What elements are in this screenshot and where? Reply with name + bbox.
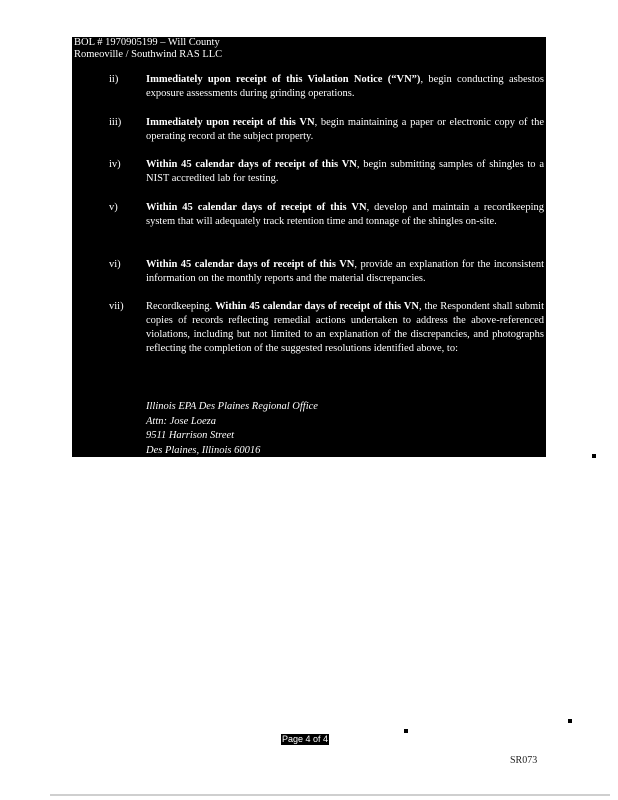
- item-number: ii): [109, 74, 119, 85]
- item-rest: , begin submitting samples of shingles to a NIST accredited lab for testing.: [146, 159, 544, 184]
- item-deadline: Within 45 calendar days of receipt of this VN: [215, 301, 419, 312]
- item-text: [146, 73, 544, 101]
- bottom-edge-rule: [50, 794, 610, 796]
- item-text: [146, 258, 544, 286]
- item-rest: , develop and maintain a recordkeeping system that will adequately track retention time and tonnage of the shingles on-site.: [146, 202, 544, 227]
- item-rest: , begin maintaining a paper or electronic copy of the operating record at the subject property.: [146, 117, 544, 142]
- item-text: [146, 158, 544, 186]
- bates-number: SR073: [510, 755, 538, 766]
- item-text: [146, 300, 544, 356]
- item-number: iv): [109, 159, 121, 170]
- header-line-2: Romeoville / Southwind RAS LLC: [74, 49, 223, 60]
- item-deadline: Within 45 calendar days of receipt of this VN: [146, 159, 357, 170]
- item-number: iii): [109, 117, 122, 128]
- item-deadline: Immediately upon receipt of this Violation Notice (“VN”): [146, 74, 421, 85]
- address-line-4: Des Plaines, Illinois 60016: [146, 444, 261, 456]
- item-number: vi): [109, 259, 121, 270]
- scan-speck: [404, 729, 408, 733]
- item-text: [146, 201, 544, 229]
- address-line-2: Attn: Jose Loeza: [146, 415, 216, 427]
- item-rest: , provide an explanation for the inconsistent information on the monthly reports and the material discrepancies.: [146, 259, 544, 284]
- page-number-label: Page 4 of 4: [282, 734, 329, 744]
- scan-speck: [568, 719, 572, 723]
- scan-speck: [592, 454, 596, 458]
- header-line-1: BOL # 1970905199 – Will County: [74, 37, 220, 48]
- item-text: [146, 116, 544, 144]
- item-deadline: Within 45 calendar days of receipt of this VN: [146, 202, 367, 213]
- item-number: v): [109, 202, 118, 213]
- document-header: [74, 37, 222, 61]
- item-number: vii): [109, 301, 124, 312]
- address-line-3: 9511 Harrison Street: [146, 430, 235, 441]
- item-rest: , begin conducting asbestos exposure assessments during grinding operations.: [146, 74, 544, 99]
- item-prefix: Recordkeeping.: [146, 301, 216, 312]
- mailing-address: [146, 400, 318, 458]
- scanned-page-block: [72, 37, 546, 457]
- item-deadline: Immediately upon receipt of this VN: [146, 117, 315, 128]
- item-deadline: Within 45 calendar days of receipt of this VN: [146, 259, 355, 270]
- item-rest: , the Respondent shall submit copies of records reflecting remedial actions undertaken to address the above-referenced violations, including but not limited to an explanation of the discrepancies, and photographs reflecting the completion of the suggested resolutions identified above, to:: [146, 301, 545, 354]
- address-line-1: Illinois EPA Des Plaines Regional Office: [146, 401, 318, 412]
